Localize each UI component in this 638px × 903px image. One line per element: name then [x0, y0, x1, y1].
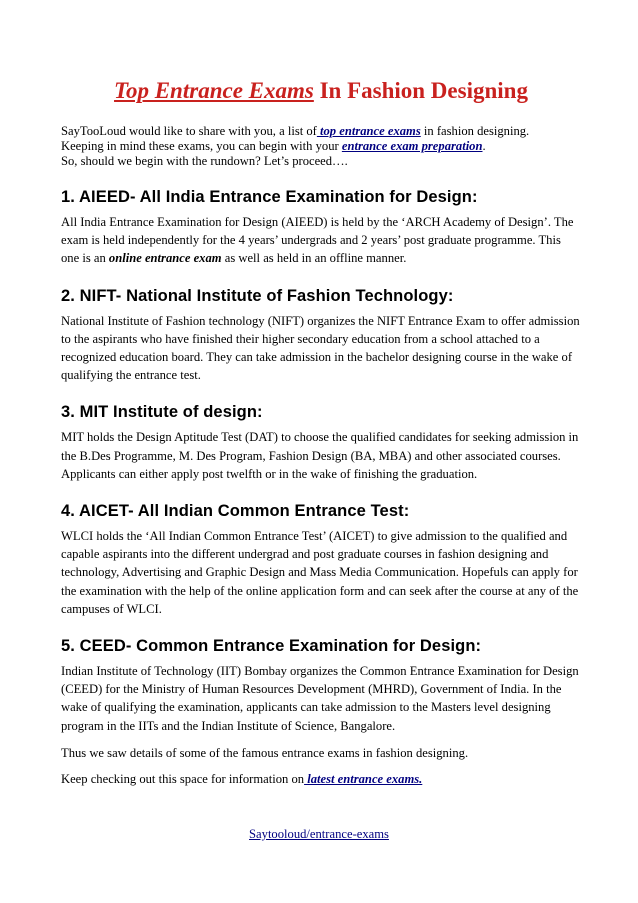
section-text: as well as held in an offline manner. — [221, 251, 407, 266]
intro-text: in fashion designing. — [420, 124, 530, 138]
section-heading: 1. AIEED- All India Entrance Examination for Design: — [61, 188, 478, 206]
title-text: In Fashion Designing — [313, 78, 528, 103]
document-page — [61, 78, 581, 788]
section-body: National Institute of Fashion technology (NIFT) organizes the NIFT Entrance Exam to offer admission to the aspirants who have finished their higher secondary education from a school attached to a recognized education board. They can take admission in the bachelor designing course in the wake of qualifying the entrance test. — [61, 313, 580, 383]
entrance-exam-preparation-link[interactable]: entrance exam preparation — [341, 139, 483, 153]
closing-paragraphs — [61, 744, 581, 788]
intro-text: Keeping in mind these exams, you can begin with your — [61, 139, 342, 153]
top-entrance-exams-link[interactable]: top entrance exams — [316, 124, 421, 138]
title-link[interactable]: Top Entrance Exams — [114, 78, 314, 103]
footer — [0, 827, 638, 842]
section-nift — [61, 287, 581, 385]
latest-entrance-exams-link[interactable]: latest entrance exams. — [304, 771, 423, 786]
intro-line-2 — [61, 139, 581, 154]
closing-line-1: Thus we saw details of some of the famous entrance exams in fashion designing. — [61, 745, 469, 760]
section-heading: 3. MIT Institute of design: — [61, 403, 263, 422]
intro-line-1 — [61, 124, 581, 139]
closing-line-2 — [61, 770, 581, 788]
intro-text: SayTooLoud would like to share with you, a list of — [61, 124, 317, 138]
section-heading: 2. NIFT- National Institute of Fashion Technology: — [61, 286, 454, 305]
section-body: MIT holds the Design Aptitude Test (DAT) to choose the qualified candidates for seeking admission in the B.Des Programme, M. Des Program, Fashion Design (BA, MBA) and other associated courses. Applicants can either apply post twelfth or in the wake of finishing the graduation. — [61, 430, 579, 481]
section-body: Indian Institute of Technology (IIT) Bombay organizes the Common Entrance Examination for Design (CEED) for the Ministry of Human Resources Development (MHRD), Government of India. In the wake of qualifying the examination, applicants can take admission to the Masters level designing program in the IITs and the Indian Institute of Science, Bangalore. — [61, 664, 579, 733]
footer-link[interactable]: Saytooloud/entrance-exams — [249, 827, 389, 841]
intro-text: . — [482, 139, 486, 153]
section-text: All India Entrance Examination for Design (AIEED) is held by the ‘ARCH Academy of Design’. The exam is held independently for the 4 years’ undergrads and 2 years’ post graduate programme. This one is an — [61, 215, 574, 266]
intro-paragraph — [61, 124, 581, 169]
closing-text: Keep checking out this space for information on — [61, 771, 305, 786]
section-body: WLCI holds the ‘All Indian Common Entrance Test’ (AICET) to give admission to the qualified and capable aspirants into the different undergrad and post graduate courses in fashion designing and technology, Advertising and Graphic Design and Mass Media Communication. Hopefuls can apply for the examination with the help of the online application form and can seek after the course at any of the campuses of WLCI. — [61, 529, 579, 616]
section-aicet — [61, 502, 581, 618]
section-ceed — [61, 637, 581, 735]
page-title — [61, 78, 581, 104]
section-aieed — [61, 188, 581, 268]
section-mit — [61, 403, 581, 483]
online-entrance-exam-emphasis: online entrance exam — [108, 251, 222, 266]
section-heading: 5. CEED- Common Entrance Examination for Design: — [61, 637, 482, 656]
intro-line-3: So, should we begin with the rundown? Let’s proceed…. — [61, 154, 348, 168]
section-body — [61, 213, 581, 268]
section-heading: 4. AICET- All Indian Common Entrance Test: — [61, 502, 410, 521]
